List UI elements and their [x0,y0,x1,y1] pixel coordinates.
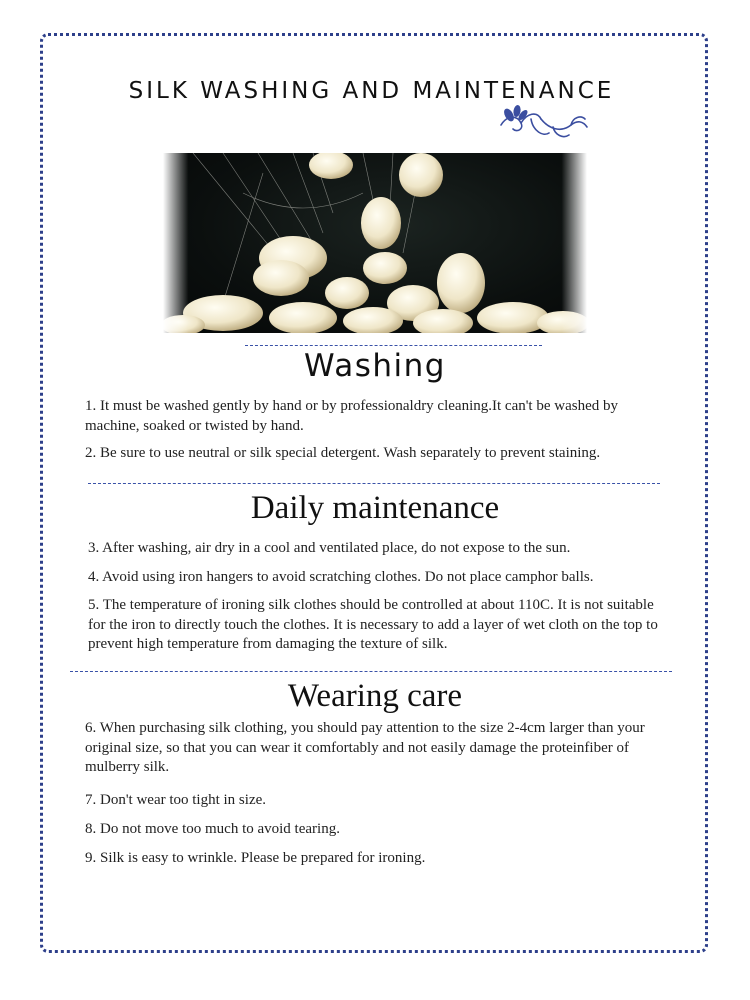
floral-ornament-icon [497,103,591,145]
section-heading-washing: Washing [304,348,446,384]
wearing-item-8: 8. Do not move too much to avoid tearing. [85,821,340,837]
washing-item-1: 1. It must be washed gently by hand or by professionaldry cleaning.It can't be washed by machine, soaked or twisted by hand. [85,398,618,434]
section-divider [70,671,672,672]
daily-item-3: 3. After washing, air dry in a cool and ventilated place, do not expose to the sun. [88,540,571,556]
daily-item-5: 5. The temperature of ironing silk clothes should be controlled at about 110C. It is not suitable for the iron to directly touch the clothes. It is necessary to add a layer of wet cloth on the top to prevent high temperature from damaging the texture of silk. [88,597,658,652]
wearing-item-7: 7. Don't wear too tight in size. [85,792,267,808]
silk-cocoons-photo [163,153,587,333]
wearing-item-6: 6. When purchasing silk clothing, you should pay attention to the size 2-4cm larger than your original size, so that you can wear it comfortably and not easily damage the proteinfiber of mulberry silk. [85,720,645,775]
section-heading-daily-maintenance: Daily maintenance [250,490,500,526]
section-divider [88,483,660,484]
daily-item-4: 4. Avoid using iron hangers to avoid scratching clothes. Do not place camphor balls. [88,569,594,585]
page-title: SILK WASHING AND MAINTENANCE [128,78,615,104]
section-heading-wearing-care: Wearing care [287,678,463,714]
wearing-item-9: 9. Silk is easy to wrinkle. Please be prepared for ironing. [85,850,426,866]
section-divider [245,345,542,346]
washing-item-2: 2. Be sure to use neutral or silk special detergent. Wash separately to prevent staining. [85,445,601,461]
